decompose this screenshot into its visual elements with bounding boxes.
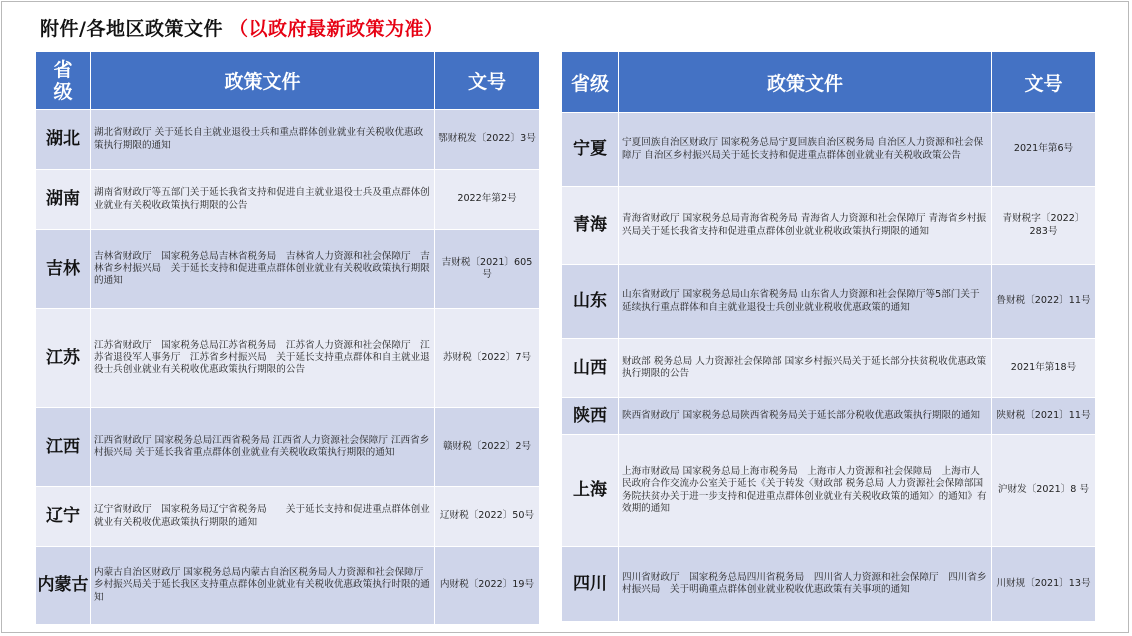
number-cell: 苏财税〔2022〕7号 bbox=[435, 309, 540, 408]
number-header: 文号 bbox=[435, 52, 540, 110]
province-header: 省 级 bbox=[36, 52, 91, 110]
province-cell: 湖南 bbox=[36, 170, 91, 230]
document-cell: 江西省财政厅 国家税务总局江西省税务局 江西省人力资源社会保障厅 江西省乡村振兴局 关于延长我省重点群体创业就业有关税收政策执行期限的通知 bbox=[91, 408, 435, 487]
number-cell: 沪财发〔2021〕8 号 bbox=[992, 435, 1096, 547]
number-cell: 鄂财税发〔2022〕3号 bbox=[435, 110, 540, 170]
number-cell: 辽财税〔2022〕50号 bbox=[435, 487, 540, 547]
document-cell: 宁夏回族自治区财政厅 国家税务总局宁夏回族自治区税务局 自治区人力资源和社会保障厅 自治区乡村振兴局关于延长支持和促进重点群体创业就业有关税收政策公告 bbox=[619, 113, 992, 187]
province-cell: 山西 bbox=[562, 339, 619, 398]
right-table-body bbox=[562, 113, 1096, 622]
table-row bbox=[36, 487, 540, 547]
document-cell: 吉林省财政厅 国家税务总局吉林省税务局 吉林省人力资源和社会保障厅 吉林省乡村振兴局 关于延长支持和促进重点群体创业就业有关税收政策执行期限的通知 bbox=[91, 230, 435, 309]
province-cell: 宁夏 bbox=[562, 113, 619, 187]
document-cell: 山东省财政厅 国家税务总局山东省税务局 山东省人力资源和社会保障厅等5部门关于延续执行重点群体和自主就业退役士兵创业就业税收优惠政策的通知 bbox=[619, 265, 992, 339]
number-cell: 2022年第2号 bbox=[435, 170, 540, 230]
title-text: 附件/各地区政策文件 bbox=[40, 18, 223, 40]
page-title bbox=[40, 14, 443, 40]
province-cell: 上海 bbox=[562, 435, 619, 547]
province-cell: 辽宁 bbox=[36, 487, 91, 547]
table-row bbox=[36, 309, 540, 408]
document-cell: 上海市财政局 国家税务总局上海市税务局 上海市人力资源和社会保障局 上海市人民政府合作交流办公室关于延长《关于转发〈财政部 税务总局 人力资源社会保障部国务院扶贫办关于进一步支持和促进重点群体创业就业有关税收政策的通知〉的通知》有效期的通知 bbox=[619, 435, 992, 547]
number-cell: 鲁财税〔2022〕11号 bbox=[992, 265, 1096, 339]
document-cell: 陕西省财政厅 国家税务总局陕西省税务局关于延长部分税收优惠政策执行期限的通知 bbox=[619, 398, 992, 435]
number-cell: 川财规〔2021〕13号 bbox=[992, 547, 1096, 622]
right-table-header bbox=[562, 52, 1096, 113]
right-policy-table bbox=[561, 51, 1096, 622]
table-row bbox=[36, 170, 540, 230]
province-cell: 江西 bbox=[36, 408, 91, 487]
province-cell: 吉林 bbox=[36, 230, 91, 309]
document-cell: 青海省财政厅 国家税务总局青海省税务局 青海省人力资源和社会保障厅 青海省乡村振兴局关于延长我省支持和促进重点群体创业就业税收政策执行期限的通知 bbox=[619, 187, 992, 265]
number-cell: 青财税字〔2022〕283号 bbox=[992, 187, 1096, 265]
province-cell: 湖北 bbox=[36, 110, 91, 170]
table-row bbox=[36, 110, 540, 170]
left-table-body bbox=[36, 110, 540, 625]
document-cell: 财政部 税务总局 人力资源社会保障部 国家乡村振兴局关于延长部分扶贫税收优惠政策执行期限的公告 bbox=[619, 339, 992, 398]
province-cell: 江苏 bbox=[36, 309, 91, 408]
number-cell: 2021年第6号 bbox=[992, 113, 1096, 187]
number-cell: 内财税〔2022〕19号 bbox=[435, 547, 540, 625]
table-row bbox=[562, 339, 1096, 398]
table-row bbox=[562, 187, 1096, 265]
document-cell: 湖南省财政厅等五部门关于延长我省支持和促进自主就业退役士兵及重点群体创业就业有关税收政策执行期限的公告 bbox=[91, 170, 435, 230]
table-row bbox=[562, 398, 1096, 435]
province-header: 省级 bbox=[562, 52, 619, 113]
document-cell: 湖北省财政厅 关于延长自主就业退役士兵和重点群体创业就业有关税收优惠政策执行期限的通知 bbox=[91, 110, 435, 170]
province-cell: 陕西 bbox=[562, 398, 619, 435]
table-row bbox=[36, 408, 540, 487]
document-cell: 内蒙古自治区财政厅 国家税务总局内蒙古自治区税务局人力资源和社会保障厅 乡村振兴局关于延长我区支持重点群体创业就业有关税收优惠政策执行时限的通知 bbox=[91, 547, 435, 625]
number-cell: 吉财税〔2021〕605号 bbox=[435, 230, 540, 309]
number-header: 文号 bbox=[992, 52, 1096, 113]
title-note: （以政府最新政策为准） bbox=[228, 18, 444, 40]
number-cell: 陕财税〔2021〕11号 bbox=[992, 398, 1096, 435]
table-row bbox=[562, 547, 1096, 622]
province-cell: 山东 bbox=[562, 265, 619, 339]
table-row bbox=[36, 230, 540, 309]
table-row bbox=[562, 113, 1096, 187]
left-policy-table bbox=[35, 51, 540, 625]
table-row bbox=[562, 435, 1096, 547]
document-cell: 四川省财政厅 国家税务总局四川省税务局 四川省人力资源和社会保障厅 四川省乡村振兴局 关于明确重点群体创业就业税收优惠政策有关事项的通知 bbox=[619, 547, 992, 622]
province-cell: 内蒙古 bbox=[36, 547, 91, 625]
province-cell: 青海 bbox=[562, 187, 619, 265]
left-table-header bbox=[36, 52, 540, 110]
table-row bbox=[36, 547, 540, 625]
document-cell: 辽宁省财政厅 国家税务局辽宁省税务局 关于延长支持和促进重点群体创业就业有关税收优惠政策执行期限的通知 bbox=[91, 487, 435, 547]
number-cell: 赣财税〔2022〕2号 bbox=[435, 408, 540, 487]
number-cell: 2021年第18号 bbox=[992, 339, 1096, 398]
table-row bbox=[562, 265, 1096, 339]
document-header: 政策文件 bbox=[619, 52, 992, 113]
province-cell: 四川 bbox=[562, 547, 619, 622]
document-cell: 江苏省财政厅 国家税务总局江苏省税务局 江苏省人力资源和社会保障厅 江苏省退役军人事务厅 江苏省乡村振兴局 关于延长支持重点群体和自主就业退役士兵创业就业有关税收优惠政策执行期限的公告 bbox=[91, 309, 435, 408]
document-header: 政策文件 bbox=[91, 52, 435, 110]
